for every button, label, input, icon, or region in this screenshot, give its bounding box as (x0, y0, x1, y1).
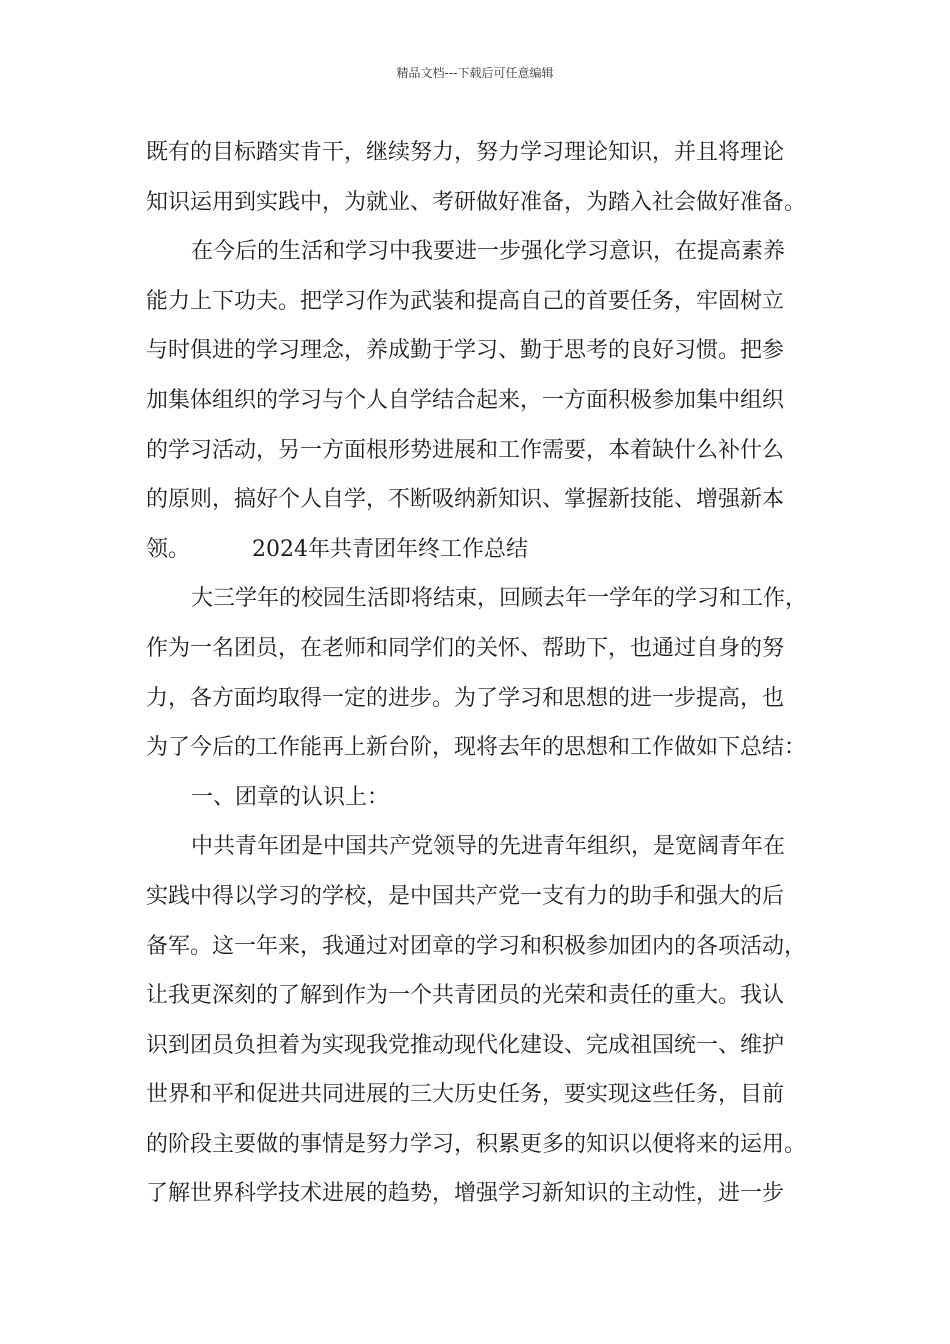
text-line: 世界和平和促进共同进展的三大历史任务，要实现这些任务，目前 (146, 1082, 785, 1108)
text-line: 备军。这一年来，我通过对团章的学习和积极参加团内的各项活动， (146, 933, 807, 959)
text-line: 力，各方面均取得一定的进步。为了学习和思想的进一步提高，也 (146, 685, 785, 711)
page-header: 精品文档---下载后可任意编辑 (396, 66, 554, 80)
text-line: 了解世界科学技术进展的趋势，增强学习新知识的主动性，进一步 (146, 1181, 785, 1207)
text-line: 大三学年的校园生活即将结束，回顾去年一学年的学习和工作， (191, 586, 808, 612)
text-line: 的阶段主要做的事情是努力学习，积累更多的知识以便将来的运用。 (146, 1131, 807, 1157)
text-line: 的原则，搞好个人自学，不断吸纳新知识、掌握新技能、增强新本 (146, 487, 785, 513)
text-line: 能力上下功夫。把学习作为武装和提高自己的首要任务，牢固树立 (146, 288, 785, 314)
text-line: 识到团员负担着为实现我党推动现代化建设、完成祖国统一、维护 (146, 1032, 785, 1058)
text-line: 知识运用到实践中，为就业、考研做好准备，为踏入社会做好准备。 (146, 189, 807, 215)
text-line: 在今后的生活和学习中我要进一步强化学习意识，在提高素养 (191, 239, 786, 265)
text-line: 实践中得以学习的学校，是中国共产党一支有力的助手和强大的后 (146, 883, 785, 909)
text-line: 为了今后的工作能再上新台阶，现将去年的思想和工作做如下总结： (146, 735, 807, 761)
text-line: 与时俱进的学习理念，养成勤于学习、勤于思考的良好习惯。把参 (146, 338, 785, 364)
section-heading: 一、团章的认识上： (191, 784, 390, 810)
text-line: 既有的目标踏实肯干，继续努力，努力学习理论知识，并且将理论 (146, 140, 785, 165)
title-line (146, 525, 816, 575)
section-title: 2024年共青团年终工作总结 (252, 536, 529, 562)
text-line: 中共青年团是中国共产党领导的先进青年组织，是宽阔青年在 (191, 834, 786, 860)
text-line: 让我更深刻的了解到作为一个共青团员的光荣和责任的重大。我认 (146, 983, 785, 1009)
text-line: 的学习活动，另一方面根形势进展和工作需要，本着缺什么补什么 (146, 437, 785, 463)
text-line: 作为一名团员，在老师和同学们的关怀、帮助下，也通过自身的努 (146, 635, 785, 661)
document-body (146, 128, 816, 1219)
text-line: 加集体组织的学习与个人自学结合起来，一方面积极参加集中组织 (146, 387, 785, 413)
closing-word: 领。 (146, 536, 191, 562)
